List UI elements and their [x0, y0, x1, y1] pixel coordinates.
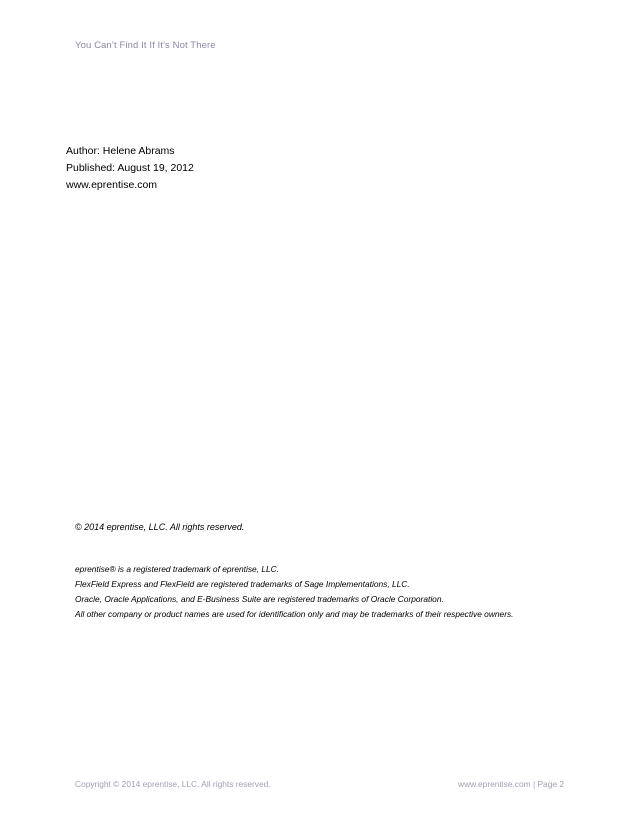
running-header-title: You Can’t Find It If It’s Not There	[75, 40, 216, 51]
trademark-line: Oracle, Oracle Applications, and E-Business Suite are registered trademarks of Oracle Corporation.	[75, 594, 444, 604]
published-date-line: Published: August 19, 2012	[66, 162, 194, 174]
document-meta	[66, 143, 194, 194]
trademark-line: All other company or product names are used for identification only and may be trademarks of their respective owners.	[75, 609, 514, 619]
trademark-line: FlexField Express and FlexField are registered trademarks of Sage Implementations, LLC.	[75, 579, 410, 589]
trademark-notices	[75, 562, 514, 622]
copyright-notice: © 2014 eprentise, LLC. All rights reserved.	[75, 522, 245, 532]
website-line: www.eprentise.com	[66, 179, 158, 191]
trademark-line: eprentise® is a registered trademark of eprentise, LLC.	[75, 564, 280, 574]
footer-copyright: Copyright © 2014 eprentise, LLC. All rights reserved.	[75, 779, 271, 789]
author-line: Author: Helene Abrams	[66, 145, 175, 157]
footer-page-info: www.eprentise.com | Page 2	[458, 779, 564, 789]
